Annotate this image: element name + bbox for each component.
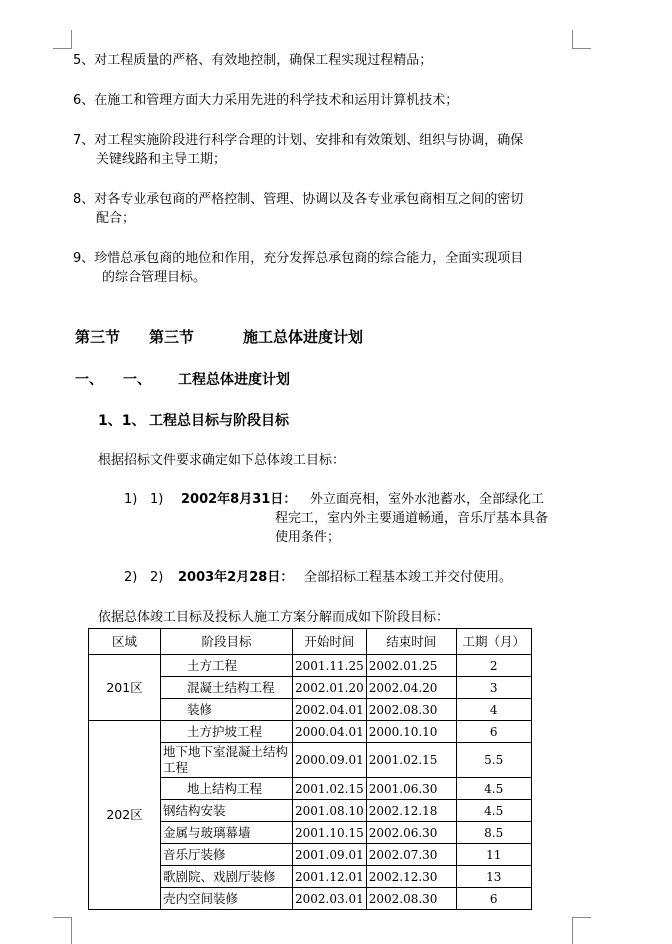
goal-number: 2): [124, 570, 138, 585]
start-cell: 2002.03.01: [293, 888, 367, 910]
start-cell: 2002.01.20: [293, 677, 367, 699]
duration-cell: 4: [456, 699, 531, 721]
subsection-number: 一、: [123, 372, 151, 388]
duration-cell: 2: [456, 655, 531, 677]
duration-cell: 4.5: [456, 778, 531, 800]
start-cell: 2001.11.25: [293, 655, 367, 677]
start-cell: 2000.04.01: [293, 721, 367, 743]
stage-cell: 混凝土结构工程: [161, 677, 293, 699]
goal-number: 2): [150, 570, 164, 585]
list-item: 7、对工程实施阶段进行科学合理的计划、安排和有效策划、组织与协调，确保: [73, 133, 524, 148]
subsubsection-number: 1、1、: [98, 413, 146, 429]
start-cell: 2001.08.10: [293, 800, 367, 822]
list-item-continuation: 配合；: [96, 211, 136, 226]
end-cell: 2001.06.30: [366, 778, 456, 800]
goal-date: 2003年2月28日：: [178, 570, 294, 585]
end-cell: 2002.12.18: [366, 800, 456, 822]
stage-cell: 地下地下室混凝土结构工程: [161, 743, 293, 778]
intro-paragraph: 根据招标文件要求确定如下总体竣工目标：: [98, 453, 346, 468]
end-cell: 2002.04.20: [366, 677, 456, 699]
goal-text: 外立面亮相，室外水池蓄水，全部绿化工: [310, 492, 545, 507]
duration-cell: 5.5: [456, 743, 531, 778]
duration-cell: 6: [456, 721, 531, 743]
stage-cell: 歌剧院、戏剧厅装修: [161, 866, 293, 888]
start-cell: 2001.10.15: [293, 822, 367, 844]
end-cell: 2001.02.15: [366, 743, 456, 778]
start-cell: 2001.12.01: [293, 866, 367, 888]
stage-cell: 地上结构工程: [161, 778, 293, 800]
stage-cell: 金属与玻璃幕墙: [161, 822, 293, 844]
col-header-stage: 阶段目标: [161, 629, 293, 655]
list-item-continuation: 的综合管理目标。: [102, 270, 207, 285]
end-cell: 2002.12.30: [366, 866, 456, 888]
start-cell: 2001.02.15: [293, 778, 367, 800]
end-cell: 2002.07.30: [366, 844, 456, 866]
subsection-title: 工程总体进度计划: [178, 372, 290, 388]
end-cell: 2002.08.30: [366, 888, 456, 910]
list-item: 5、对工程质量的严格、有效地控制，确保工程实现过程精品；: [73, 53, 433, 68]
stage-cell: 钢结构安装: [161, 800, 293, 822]
duration-cell: 13: [456, 866, 531, 888]
table-row: [89, 655, 532, 677]
start-cell: 2000.09.01: [293, 743, 367, 778]
stage-cell: 土方工程: [161, 655, 293, 677]
col-header-end: 结束时间: [366, 629, 456, 655]
region-cell: 202区: [89, 721, 161, 910]
table-header-row: [89, 629, 532, 655]
section-number: 第三节: [75, 328, 121, 346]
start-cell: 2002.04.01: [293, 699, 367, 721]
goal-text: 全部招标工程基本竣工并交付使用。: [304, 570, 513, 585]
end-cell: 2002.06.30: [366, 822, 456, 844]
subsection-number: 一、: [75, 372, 103, 388]
list-item: 9、珍惜总承包商的地位和作用，充分发挥总承包商的综合能力，全面实现项目: [73, 251, 524, 266]
duration-cell: 8.5: [456, 822, 531, 844]
stage-cell: 装修: [161, 699, 293, 721]
col-header-start: 开始时间: [293, 629, 367, 655]
crop-mark-top-right: [572, 30, 591, 49]
list-item: 8、对各专业承包商的严格控制、管理、协调以及各专业承包商相互之间的密切: [73, 192, 524, 207]
crop-mark-bottom-left: [53, 917, 72, 944]
duration-cell: 6: [456, 888, 531, 910]
stage-cell: 壳内空间装修: [161, 888, 293, 910]
goal-date: 2002年8月31日：: [181, 492, 297, 507]
col-header-duration: 工期（月）: [456, 629, 531, 655]
end-cell: 2002.01.25: [366, 655, 456, 677]
col-header-region: 区域: [89, 629, 161, 655]
section-number: 第三节: [149, 328, 195, 346]
goal-number: 1): [124, 492, 138, 507]
table-intro: 依据总体竣工目标及投标人施工方案分解而成如下阶段目标：: [98, 610, 450, 625]
crop-mark-bottom-right: [572, 917, 591, 944]
duration-cell: 11: [456, 844, 531, 866]
start-cell: 2001.09.01: [293, 844, 367, 866]
duration-cell: 4.5: [456, 800, 531, 822]
schedule-table: [88, 628, 532, 910]
stage-cell: 土方护坡工程: [161, 721, 293, 743]
list-item-continuation: 关键线路和主导工期；: [96, 152, 227, 167]
end-cell: 2000.10.10: [366, 721, 456, 743]
goal-text-continuation: 使用条件；: [275, 530, 341, 545]
end-cell: 2002.08.30: [366, 699, 456, 721]
table-row: [89, 721, 532, 743]
subsubsection-title: 工程总目标与阶段目标: [149, 413, 289, 429]
list-item: 6、在施工和管理方面大力采用先进的科学技术和运用计算机技术；: [73, 93, 459, 108]
duration-cell: 3: [456, 677, 531, 699]
goal-text-continuation: 程完工，室内外主要通道畅通，音乐厅基本具备: [275, 511, 549, 526]
stage-cell: 音乐厅装修: [161, 844, 293, 866]
goal-number: 1): [150, 492, 164, 507]
crop-mark-top-left: [53, 30, 72, 49]
section-title: 施工总体进度计划: [243, 328, 364, 346]
region-cell: 201区: [89, 655, 161, 721]
